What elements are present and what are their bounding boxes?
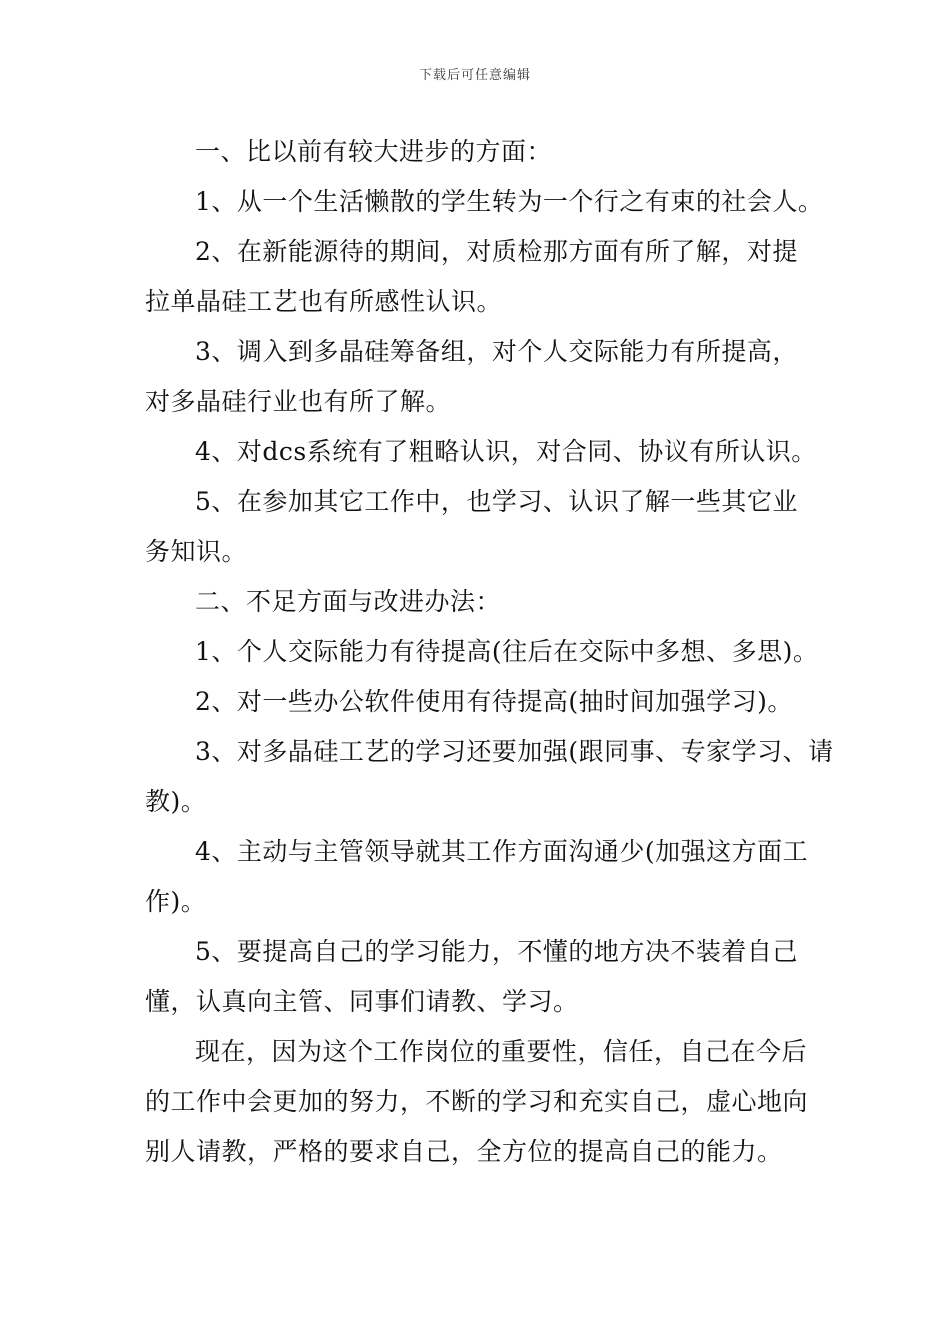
document-body [145,127,834,1177]
progress-item-4: 4、对dcs系统有了粗略认识，对合同、协议有所认识。 [195,437,817,466]
closing-paragraph: 现在，因为这个工作岗位的重要性，信任，自己在今后的工作中会更加的努力，不断的学习和充实自己，虚心地向别人请教，严格的要求自己，全方位的提高自己的能力。 [145,1037,809,1166]
shortcoming-item-1: 1、个人交际能力有待提高(往后在交际中多想、多思)。 [195,637,819,666]
section-heading-shortcomings: 二、不足方面与改进办法： [195,587,502,616]
progress-item-1: 1、从一个生活懒散的学生转为一个行之有束的社会人。 [195,187,824,216]
section-heading-progress: 一、比以前有较大进步的方面： [195,137,553,166]
shortcoming-item-2: 2、对一些办公软件使用有待提高(抽时间加强学习)。 [195,687,793,716]
shortcoming-item-3: 3、对多晶硅工艺的学习还要加强(跟同事、专家学习、请教)。 [145,737,834,816]
progress-item-2: 2、在新能源待的期间，对质检那方面有所了解，对提拉单晶硅工艺也有所感性认识。 [145,237,798,316]
page-header-note: 下载后可任意编辑 [418,68,531,83]
shortcoming-item-5: 5、要提高自己的学习能力，不懂的地方决不装着自己懂，认真向主管、同事们请教、学习。 [145,937,798,1016]
progress-item-3: 3、调入到多晶硅筹备组，对个人交际能力有所提高，对多晶硅行业也有所了解。 [145,337,798,416]
progress-item-5: 5、在参加其它工作中，也学习、认识了解一些其它业务知识。 [145,487,798,566]
shortcoming-item-4: 4、主动与主管领导就其工作方面沟通少(加强这方面工作)。 [145,837,809,916]
